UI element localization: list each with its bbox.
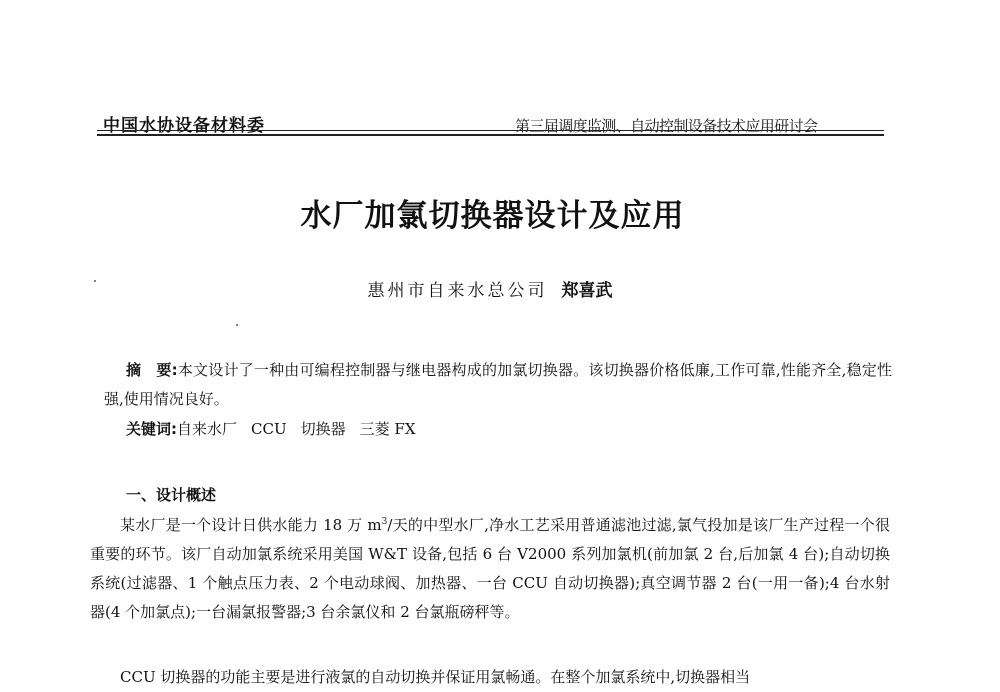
keyword: 三菱 FX [359, 420, 416, 438]
keyword: 自来水厂 [177, 420, 238, 438]
author-organization: 惠州市自来水总公司 [367, 281, 548, 301]
author-name: 郑喜武 [561, 281, 613, 301]
abstract-label: 摘 要: [126, 361, 178, 379]
paragraph-text: 某水厂是一个设计日供水能力 18 万 m [120, 516, 382, 534]
paragraph-text: CCU 切换器的功能主要是进行液氯的自动切换并保证用氯畅通。在整个加氯系统中,切换器相当 [120, 668, 751, 686]
abstract [104, 356, 892, 414]
keyword: CCU [251, 420, 287, 438]
header-rule-thin [97, 130, 884, 131]
header-rule-thick [97, 134, 884, 136]
scan-speck [236, 324, 238, 326]
abstract-text: 本文设计了一种由可编程控制器与继电器构成的加氯切换器。该切换器价格低廉,工作可靠,性能齐全,稳定性强,使用情况良好。 [104, 361, 893, 408]
journal-header-left: 中国水协设备材料委 [103, 116, 265, 136]
paper-title: 水厂加氯切换器设计及应用 [300, 198, 685, 234]
section-heading: 一、设计概述 [126, 486, 217, 504]
conference-header-right: 第三届调度监测、自动控制设备技术应用研讨会 [515, 117, 818, 135]
author-line [0, 276, 980, 301]
body-paragraph [90, 511, 890, 627]
keywords-label: 关键词: [126, 420, 177, 438]
paragraph-text: /天的中型水厂,净水工艺采用普通滤池过滤,氯气投加是该厂生产过程一个很重要的环节。该厂自动加氯系统采用美国 W&T 设备,包括 6 台 V2000 系列加氯机(前加氯 2 台,后加氯 4 台);自动切换系统(过滤器、1 个触点压力表、2 个电动球阀、加热器、一台 CCU 自动切换器);真空调节器 2 台(一用一备);4 台水射器(4 个加氯点);一台漏氯报警器;3 台余氯仪和 2 台氯瓶磅秤等。 [90, 516, 890, 621]
keywords [126, 418, 430, 439]
keyword: 切换器 [300, 420, 346, 438]
superscript: 3 [381, 517, 388, 527]
scan-speck [94, 280, 96, 282]
